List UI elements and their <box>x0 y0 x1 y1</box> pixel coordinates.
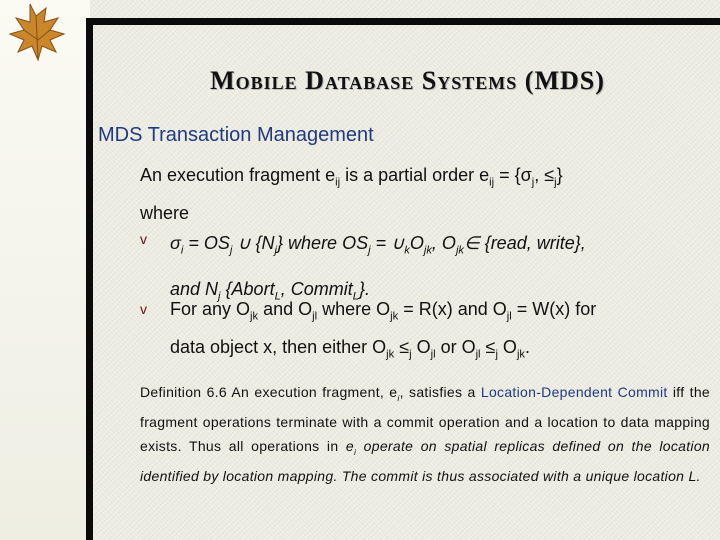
top-frame-bar <box>86 18 720 25</box>
autumn-leaf-icon <box>0 0 76 66</box>
bullet-marker: v <box>140 301 147 317</box>
intro-paragraph: An execution fragment $e_{ij}$ is a partial order $e_{ij} = \{\sigma_j$, $\le_j$} where <box>140 165 563 223</box>
definition-paragraph: Definition 6.6 An execution fragment, $e_i$, satisfies a Location-Dependent Commit iff the fragment operations terminate with a commit operation and a location to data mapping exists. Thus all operations in $e_i$ operate on spatial replicas defined on the location identified by location mapping. The commit is thus associated with a unique location L. <box>140 384 711 485</box>
slide-subtitle: MDS Transaction Management <box>98 124 374 146</box>
left-frame-stripe <box>86 22 93 540</box>
bullet-text-1: $\sigma_i = OS_j$ ∪ $\{N_j\}$ where $OS_j$ = $\cup_kO_{jk}$, $O_{jk}\in$ {read, write}, and $N_j$ {Abort$_L$, Commit$_L$}. <box>170 233 586 303</box>
bullet-marker: v <box>140 231 147 247</box>
bullet-item-2 <box>140 294 700 369</box>
location-dependent-commit-term: Location-Dependent Commit <box>480 384 668 400</box>
slide-title: Mobile Database Systems (MDS) <box>210 66 605 95</box>
bullet-text-2: For any $O_{jk}$ and $O_{jl}$ where $O_{jk} = R(x)$ and $O_{jl} = W(x)$ for data object x, then either $O_{jk} \le_j$ $O_{jl}$ or $O_{jl} \le_j$ $O_{jk}$. <box>170 299 597 361</box>
left-panel <box>0 0 90 540</box>
